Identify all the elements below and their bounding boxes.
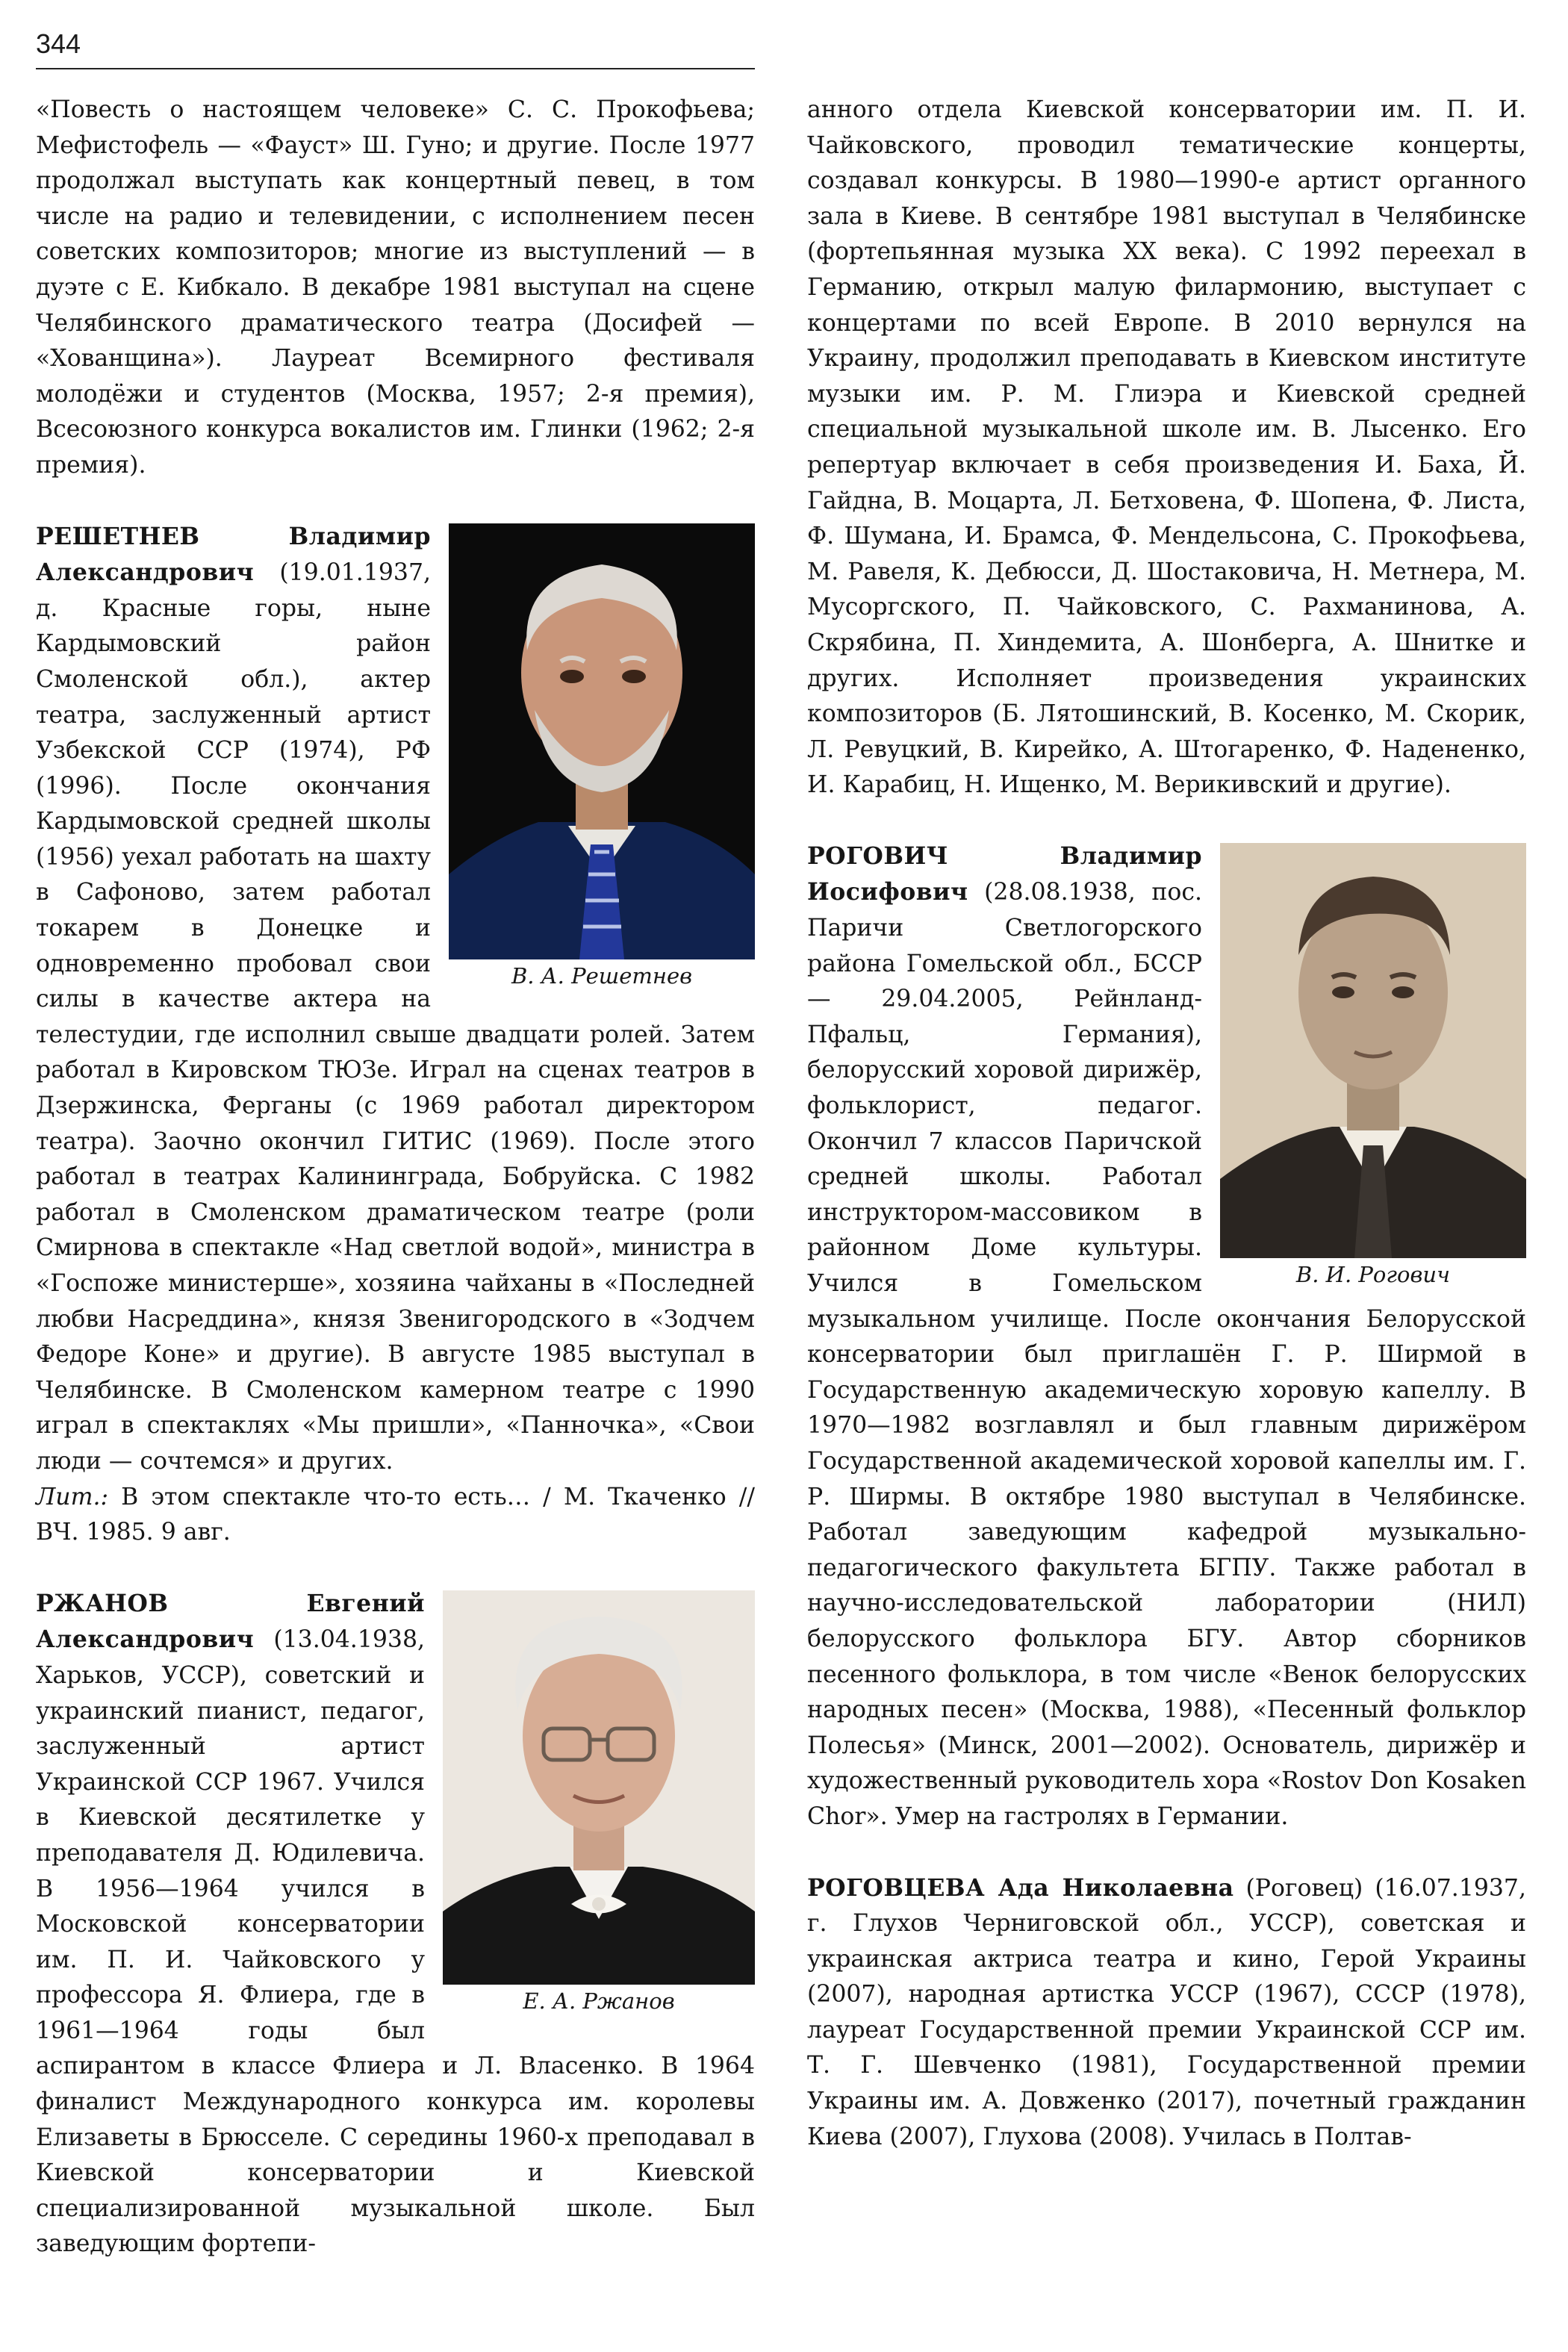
entry-text-rzhanov: (13.04.1938, Харьков, УССР), советский и украинский пианист, педагог, заслуженный артист Украинской ССР 1967. Учился в Киевской десятилетке у преподавателя Д. Юдилевича. В 1956—1964 учился в Московской консерватории им. П. И. Чайковского у профессора Я. Флиера, где в 1961—1964 годы был аспирантом в классе Флиера и Л. Власенко. В 1964 финалист Международного конкурса им. королевы Елизаветы в Брюсселе. С середины 1960-х преподавал в Киевской консерватории и Киевской специализированной музыкальной школе. Был заведующим фортепи-: [36, 1626, 755, 2258]
portrait-rogovich: [1220, 843, 1526, 1258]
portrait-rzhanov: [443, 1590, 755, 1985]
portrait-rogovich-image: [1220, 843, 1526, 1258]
caption-rogovich: В. И. Рогович: [1295, 1261, 1451, 1287]
portrait-figure-rogovich: [1220, 843, 1526, 1291]
portrait-rzhanov-image: [443, 1590, 755, 1985]
portrait-reshetnev-image: [449, 523, 755, 959]
entry-reshetnev: [36, 519, 755, 1551]
entry-rzhanov: [36, 1586, 755, 2262]
caption-reshetnev: В. А. Решетнев: [511, 962, 693, 989]
entry-rogovtseva: [807, 1870, 1526, 2156]
left-column: [36, 93, 755, 2262]
entry-rogovich: [807, 839, 1526, 1835]
literature-text: В этом спектакле что-то есть… / М. Ткаченко // ВЧ. 1985. 9 авг.: [36, 1483, 755, 1546]
entry-name-rzhanov: РЖАНОВ Евгений Александрович: [36, 1589, 425, 1654]
right-column: [807, 93, 1526, 2155]
portrait-figure-rzhanov: [443, 1590, 755, 2017]
header-rule: [36, 68, 755, 69]
entry-name-rogovich: РОГОВИЧ Владимир Иосифович: [807, 841, 1202, 906]
entry-name-rogovtseva: РОГОВЦЕВА Ада Николаевна: [807, 1873, 1234, 1902]
portrait-figure-reshetnev: [449, 523, 755, 992]
entry-text-reshetnev: (19.01.1937, д. Красные горы, ныне Кардымовский район Смоленской обл.), актер театра, заслуженный артист Узбекской ССР (1974), РФ (1996). После окончания Кардымовской средней школы (1956) уехал работать на шахту в Сафоново, затем работал токарем в Донецке и одновременно пробовал свои силы в качестве актера на телестудии, где исполнил свыше двадцати ролей. Затем работал в Кировском ТЮЗе. Играл на сценах театров в Дзержинска, Ферганы (с 1969 работал директором театра). Заочно окончил ГИТИС (1969). После этого работал в театрах Калининграда, Бобруйска. С 1982 работал в Смоленском драматическом театре (роли Смирнова в спектакле «Над светлой водой», министра в «Госпоже министерше», хозяина чайханы в «Последней любви Насреддина», князя Звенигородского в «Зодчем Федоре Коне» и другие). В августе 1985 выступал в Челябинске. В Смоленском камерном театре с 1990 играл в спектаклях «Мы пришли», «Панночка», «Свои люди — сочтемся» и других.: [36, 559, 755, 1475]
continuation-text-right: анного отдела Киевской консерватории им. П. И. Чайковского, проводил тематические концерты, создавал конкурсы. В 1980—1990-е артист органного зала в Киеве. В сентябре 1981 выступал в Челябинске (фортепьянная музыка XX века). С 1992 переехал в Германию, открыл малую филармонию, выступает с концертами по всей Европе. В 2010 вернулся на Украину, продолжил преподавать в Киевском институте музыки им. Р. М. Глиэра и Киевской средней специальной музыкальной школе им. В. Лысенко. Его репертуар включает в себя произведения И. Баха, Й. Гайдна, В. Моцарта, Л. Бетховена, Ф. Шопена, Ф. Листа, Ф. Шумана, И. Брамса, Ф. Мендельсона, С. Прокофьева, М. Равеля, К. Дебюсси, Д. Шостаковича, Н. Метнера, М. Мусоргского, П. Чайковского, С. Рахманинова, А. Скрябина, П. Хиндемита, А. Шонберга, А. Шнитке и других. Исполняет произведения украинских композиторов (Б. Лятошинский, В. Косенко, М. Скорик, Л. Ревуцкий, В. Кирейко, А. Штогаренко, Ф. Надененко, И. Карабиц, Н. Ищенко, М. Верикивский и другие).: [807, 96, 1526, 799]
continuation-text-left: «Повесть о настоящем человеке» С. С. Прокофьева; Мефистофель — «Фауст» Ш. Гуно; и другие. После 1977 продолжал выступать как концертный певец, в том числе на радио и телевидении, с исполнением песен советских композиторов; многие из выступлений — в дуэте с Е. Кибкало. В декабре 1981 выступал на сцене Челябинского драматического театра (Досифей — «Хованщина»). Лауреат Всемирного фестиваля молодёжи и студентов (Москва, 1957; 2-я премия), Всесоюзного конкурса вокалистов им. Глинки (1962; 2-я премия).: [36, 96, 755, 479]
literature-label: Лит.:: [36, 1483, 109, 1511]
caption-rzhanov: Е. А. Ржанов: [523, 1988, 675, 2014]
page-number: 344: [36, 28, 81, 59]
portrait-reshetnev: [449, 523, 755, 959]
literature-reshetnev: [36, 1480, 755, 1551]
entry-text-rogovtseva: (Роговец) (16.07.1937, г. Глухов Черниговской обл., УССР), советская и украинская актриса театра и кино, Герой Украины (2007), народная артистка УССР (1967), СССР (1978), лауреат Государственной премии Украинской ССР им. Т. Г. Шевченко (1981), Государственной премии Украины им. А. Довженко (2017), почетный гражданин Киева (2007), Глухова (2008). Училась в Полтав-: [807, 1874, 1526, 2150]
entry-name-reshetnev: РЕШЕТНЕВ Владимир Александрович: [36, 522, 431, 587]
entry-text-rogovich: (28.08.1938, пос. Паричи Светлогорского района Гомельской обл., БССР — 29.04.2005, Рейнланд-Пфальц, Германия), белорусский хоровой дирижёр, фольклорист, педагог. Окончил 7 классов Паричской средней школы. Работал инструктором-массовиком в районном Доме культуры. Учился в Гомельском музыкальном училище. После окончания Белорусской консерватории был приглашён Г. Р. Ширмой в Государственную академическую хоровую капеллу. В 1970—1982 возглавлял и был главным дирижёром Государственной академической хоровой капеллы им. Г. Р. Ширмы. В октябре 1980 выступал в Челябинске. Работал заведующим кафедрой музыкально-педагогического факультета БГПУ. Также работал в научно-исследовательской лаборатории (НИЛ) белорусского фольклора БГУ. Автор сборников песенного фольклора, в том числе «Венок белорусских народных песен» (Москва, 1988), «Песенный фольклор Полесья» (Минск, 2001—2002). Основатель, дирижёр и художественный руководитель хора «Rostov Don Kosaken Chor». Умер на гастролях в Германии.: [807, 879, 1526, 1830]
